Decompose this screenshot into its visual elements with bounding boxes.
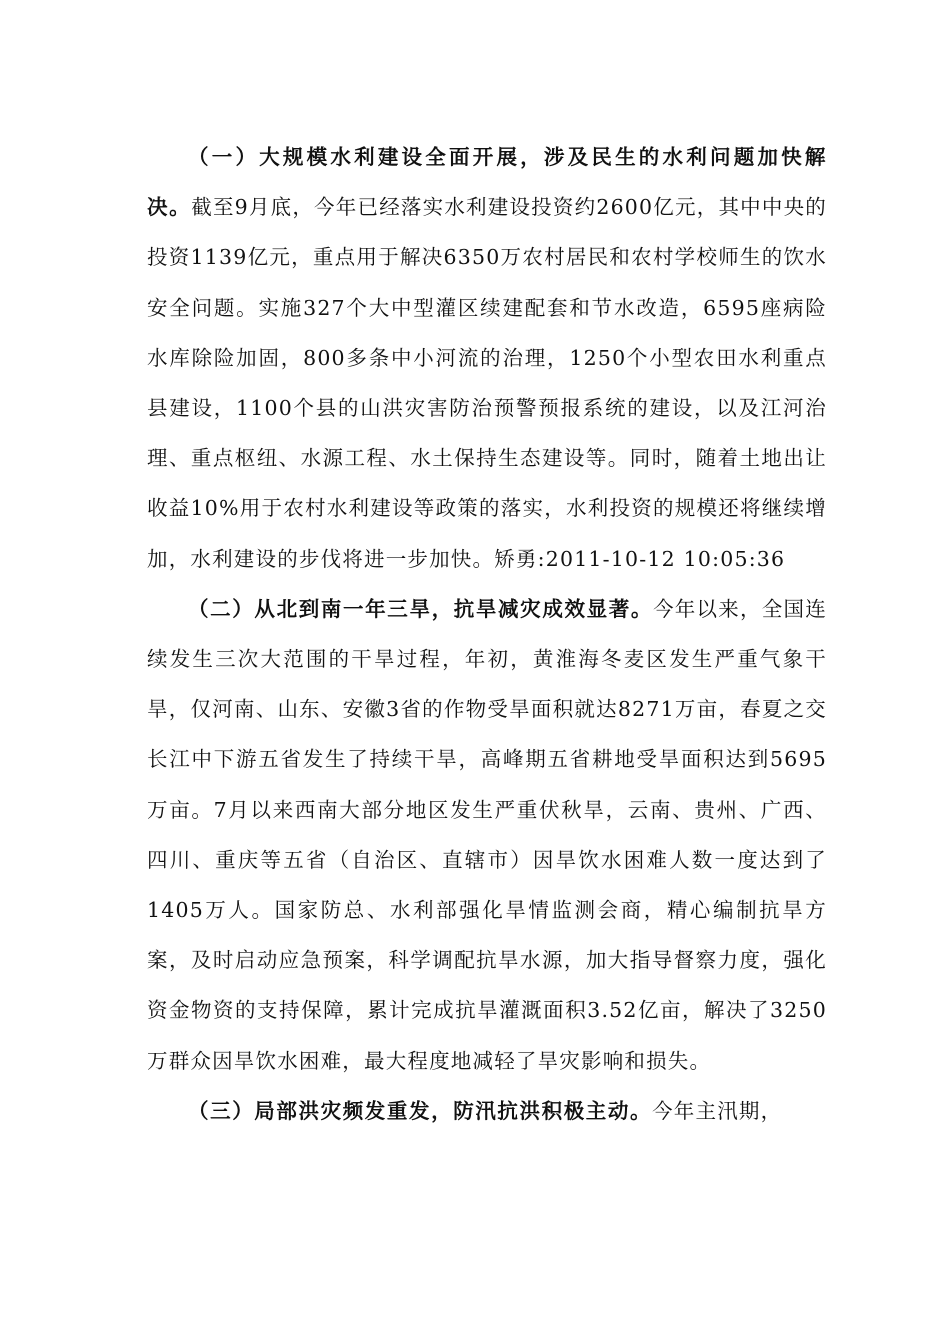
- paragraph-1-heading: （一）大规模水利建设全面开展，涉及民生的水利问题加快解决。: [147, 145, 827, 220]
- paragraph-3-text: 今年主汛期，: [652, 1098, 783, 1123]
- paragraph-3-heading: （三）局部洪灾频发重发，防汛抗洪积极主动。: [188, 1098, 653, 1123]
- paragraph-2: [147, 584, 827, 1086]
- paragraph-1: [147, 132, 827, 584]
- paragraph-1-text: 截至9月底，今年已经落实水利建设投资约2600亿元，其中中央的投资1139亿元，重点用于解决6350万农村居民和农村学校师生的饮水安全问题。实施327个大中型灌区续建配套和节水改造，6595座病险水库除险加固，800多条中小河流的治理，1250个小型农田水利重点县建设，1100个县的山洪灾害防治预警预报系统的建设，以及江河治理、重点枢纽、水源工程、水土保持生态建设等。同时，随着土地出让收益10%用于农村水利建设等政策的落实，水利投资的规模还将继续增加，水利建设的步伐将进一步加快。矫勇:2011-10-12 10:05:36: [147, 195, 827, 571]
- document-body: [147, 132, 827, 1136]
- paragraph-3: [147, 1086, 827, 1136]
- paragraph-2-text: 今年以来，全国连续发生三次大范围的干旱过程，年初，黄淮海冬麦区发生严重气象干旱，仅河南、山东、安徽3省的作物受旱面积就达8271万亩，春夏之交长江中下游五省发生了持续干旱，高峰期五省耕地受旱面积达到5695万亩。7月以来西南大部分地区发生严重伏秋旱，云南、贵州、广西、四川、重庆等五省（自治区、直辖市）因旱饮水困难人数一度达到了1405万人。国家防总、水利部强化旱情监测会商，精心编制抗旱方案，及时启动应急预案，科学调配抗旱水源，加大指导督察力度，强化资金物资的支持保障，累计完成抗旱灌溉面积3.52亿亩，解决了3250万群众因旱饮水困难，最大程度地减轻了旱灾影响和损失。: [147, 596, 827, 1073]
- paragraph-2-heading: （二）从北到南一年三旱，抗旱减灾成效显著。: [188, 596, 654, 621]
